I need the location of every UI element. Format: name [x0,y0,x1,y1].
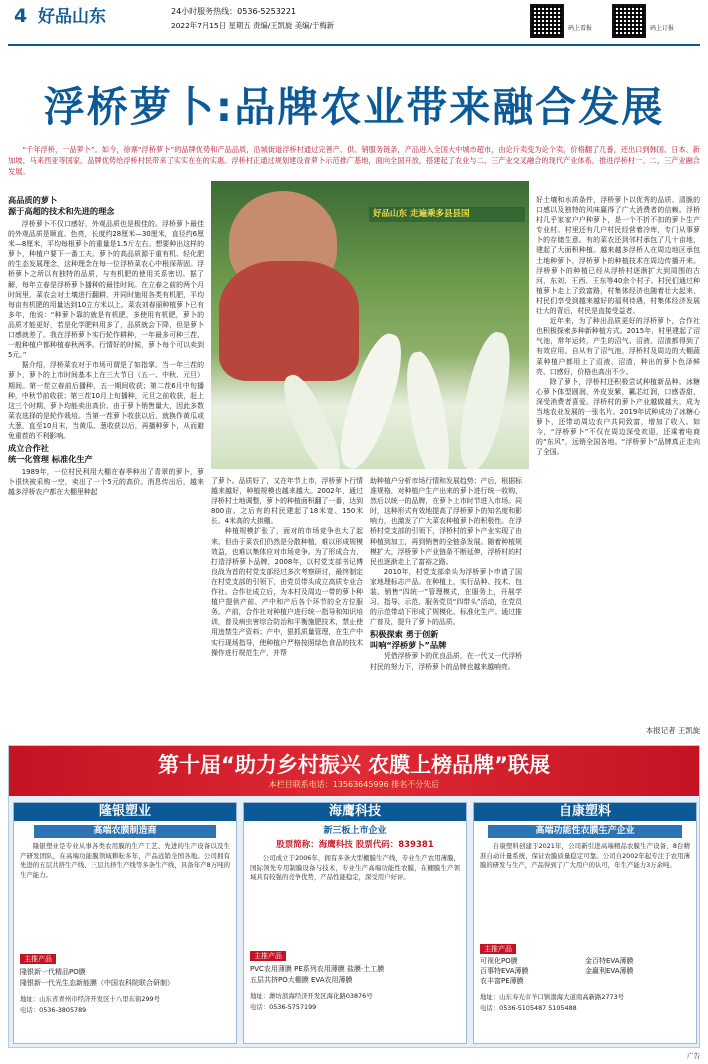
company-desc: 自康塑料创建于2021年，公司新引进高端精品农膜生产设备，8台精准自动计量系统，保证农膜质量稳定可靠。公司自2002年起专注于农用薄膜的研发与生产，产品得到了广大用户的认可，年生产能力3万余吨。 [480,842,690,870]
company-slogan: 新三板上市企业 [323,826,387,836]
company-desc: 公司成立于2006年，拥有多条大型棚膜生产线，专业生产农用薄膜，国际领先专用制膜设备与技术，专业生产高端功能性农膜，在棚膜生产领域具有较强的竞争优势，产品性能稳定，深受用户好评。 [250,854,460,882]
company-slogan: 高端功能性农膜生产企业 [488,825,682,838]
radish [275,369,349,469]
product-grid [480,956,690,986]
radish [400,349,456,469]
company-name: 海鹰科技 [244,803,466,821]
product-item: 五层共挤PO大棚膜 EVA农用薄膜 [250,976,353,984]
header-rule [8,44,700,46]
footer-label: 广告 [687,1052,700,1060]
subhead-2a: 成立合作社 [8,443,49,454]
paragraph: 好土壤和水质条件，浮桥萝卜以优秀的品质、清脆的口感以及独特的风味赢得了广大消费者的信赖。浮桥村几乎家家户户种萝卜，是一个不折不扣的萝卜生产专业村。村里还有几户村民经营着冷库，专门从事萝卜的存储生意。有的菜农还到邻村承包了几十亩地，建起了大面积种植。越来越多浮桥人在周边地区承包土地种萝卜，浮桥萝卜的种植技术在周边传播开来。浮桥萝卜的种植已经从浮桥村逐渐扩大到周围的古河、东刘、王西、王东等40余个村子。村民们通过种植萝卜走上了致富路，村集体经济也随着壮大起来，村民们享受到越来越好的福利待遇，村集体经济发展壮大的背后，村民是直接受益者。 [536,196,700,316]
col3-tail [370,651,522,671]
qr-code-icon[interactable] [530,4,564,38]
product-item: 农丰富PE薄膜 [480,977,524,985]
paragraph: 了萝卜。品质好了，又在年节上市，浮桥萝卜行情越来越好，种植规模也越来越大。2002年，通过浮桥村土地调整，萝卜的种植面积翻了一番，达到800亩。之后有的村民建起了18米宽、150米长、4米高的大拱棚。 [211,477,363,526]
subhead-2b: 统一化管理 标准化生产 [8,454,93,465]
paragraph: 1989年，一位村民利用大棚在春季种出了青翠的萝卜，萝卜很快被采购一空，卖出了一个5元的高价。消息传出后，越来越多浮桥农户都在大棚里种起 [8,468,204,497]
company-desc: 隆银塑业是专业从事各类农用膜的生产工艺、先进的生产设备以及生产研发团队，在高端功能膜领域耕耘多年，产品远销全国各地。公司拥有先进的五层共挤生产线、三层共挤生产线等多条生产线，具备年产8万吨的生产能力。 [20,842,230,879]
column-4 [536,195,700,741]
column-1 [8,195,204,741]
ad-banner-sub: 本栏目联系电话：13563645996 排名不分先后 [268,780,440,789]
company-card-haiying [243,802,467,1044]
company-slogan: 高端农膜制造商 [34,825,216,838]
farmer-shirt [219,261,359,381]
paragraph: 除了萝卜，浮桥村还积极尝试种植新品种。冰糖心萝卜体型圆润，外皮发紫，瓤芯红润，口感香甜，深受消费者喜爱。浮桥村的萝卜产业越做越大，成为当地农业发展的一张名片。2019年试种成功了冰糖心萝卜，还带动周边农户共同致富，增加了收入。如今，“浮桥萝卜”不仅在周边深受欢迎，还乘着电商的“东风”，远销全国各地。“浮桥萝卜”品牌真正走向了全国。 [536,377,700,457]
radish-photo [211,181,529,469]
products-label: 主推产品 [250,951,286,961]
subhead-3a: 积极探索 勇于创新 [370,629,439,640]
col4-body [536,195,700,717]
subhead-3b: 叫响“浮桥萝卜”品牌 [370,640,447,651]
ad-banner [9,746,699,796]
company-phone: 电话：0536-3805789 [20,1006,87,1014]
product-item: 金百特EVA薄膜 [585,957,634,965]
page-number: 4 [14,5,28,27]
ad-banner-title: 第十届“助力乡村振兴 农膜上榜品牌”联展 [158,753,550,777]
ad-section [8,745,700,1048]
company-address: 地址：潍坊滨海经济开发区海化路03876号 [250,992,373,1000]
col1-body-2 [8,467,204,497]
headline: 浮桥萝卜:品牌农业带来融合发展 [43,83,665,131]
company-phone: 电话：0536-5757199 [250,1003,317,1011]
photo-tag: 好品山东 走遍乘多县县国 [369,207,525,222]
company-name: 隆银塑业 [14,803,236,821]
subhead-1a: 高品质的萝卜 [8,195,58,205]
byline: 本报记者 王凯旋 [645,726,700,735]
subhead-1b: 源于高超的技术和先进的理念 [8,206,115,216]
product-item: 金赢利EVA薄膜 [585,967,634,975]
qr2-label: 码上订报 [650,25,675,32]
product-item: 可视化PO膜 [480,957,518,965]
product-item: 百事特EVA薄膜 [480,967,529,975]
paragraph: 2010年，村党支部牵头为浮桥萝卜申请了国家地理标志产品。在种植上，实行品种、技术、包装、销售“四统一”管理模式，在服务上，开展学习、指导、示范、服务党员“四带头”活动，在党员的示范带动下形成了规模化、标准化生产。通过推广普及，提升了萝卜的品质。 [370,567,522,627]
column-2 [211,476,363,741]
company-address: 地址：山东寿光市羊口镇渤海大道南高新路2773号 [480,993,625,1001]
dateline: 2022年7月15日 星期五 责编/王凯旋 美编/于梅新 [171,21,335,30]
company-card-longyin [13,802,237,1044]
lead-paragraph: “千年浮桥，一品萝卜”。如今，徐寨“浮桥萝卜”的品牌优势和产品品质，沿城街道浮桥村通过完善产、供、销服务链条，产品进入全国大中城市超市，由论斤卖变为论个卖，价格翻了几番，还出口到韩国、日本、新加坡、马来西亚等国家。品牌优势给浮桥村民带来了实实在在的实惠。浮桥村正通过规划建设青萝卜示范推广基地，面向全国开放，搭建起了农业与二、三产业交叉融合的现代产业体系，推进浮桥村一、二、三产业融合发展。 [8,145,700,176]
product-item: PVC农用薄膜 PE系列农用薄膜 盐膜·土工膜 [250,965,385,973]
qr-code-icon[interactable] [612,4,646,38]
paragraph: 助种植户分析市场行情和发展趋势；产后，根据标准规格，对种植户生产出来的萝卜进行统一收购，然后以统一的品牌，在萝卜上市时节进入市场。同时，这种形式有效地提高了浮桥萝卜的知名度和影响力，也激发了广大菜农种植萝卜的积极性。在浮桥村党支部的引领下，浮桥村的萝卜产业实现了由种植到加工，再到销售的全链条发展。随着种植规模扩大，浮桥萝卜产业链条不断延伸，浮桥村的村民也逐渐走上了富裕之路。 [370,477,522,566]
paragraph: 近年来，为了种出品质更好的浮桥萝卜，合作社也积极探索多种新种植方式。2015年，村里建起了沼气池，常年运转，产生的沼气、沼液、沼渣都得到了有效应用。自从有了沼气池，浮桥村及周边的大棚蔬菜种植户都用上了沼液、沼渣，种出的萝卜色泽鲜亮、口感好，价格也高出不少。 [536,317,700,376]
hotline: 24小时服务热线：0536-5253221 [171,7,297,16]
col3-body [370,476,522,627]
product-item: 隆银新一代光生态新能膜（中国农科院联合研制） [20,979,174,987]
company-address: 地址：山东省青州市经济开发区十八里东街299号 [20,995,161,1003]
paragraph: 种植规模扩张了，面对的市场竞争也大了起来。但由于菜农们仍然是分散种植，难以形成规模效益，也难以集体应对市场竞争。为了形成合力，打造浮桥萝卜品牌，2008年，以村党支部书记傅良战为首的村党支部经过多次考察研讨，最终制定在村党支部的引领下，由党员带头成立高质专业合作社。合作社成立后，为本村及周边一带的萝卜种植户提供产前、产中和产后各个环节的全方位服务。产前，合作社对种植户进行统一指导和知识培训，普及病虫害综合防治和平衡施肥技术，禁止使用违禁生产资料；产中，狠抓质量管理，在生产中实行现场指导，使种植户严格按照绿色食品的技术操作进行规范生产，并帮 [211,527,363,657]
col1-body-1 [8,219,204,441]
company-phone: 电话：0536-5105487 5105488 [480,1004,577,1012]
paragraph: 浮桥萝卜不仅口感好，外观品质也是极佳的。浮桥萝卜最佳的外观品质是顺直、色亮，长度约28厘米—30厘米，直径约6厘米—8厘米，平均每根萝卜的重量是1.5斤左右。想要种出这样的萝卜，种植户要下一番工夫。萝卜的高品质源于重有机、轻化肥的生态发展理念，这种理念在每一位浮桥菜农心中根深蒂固。浮桥萝卜之所以有独特的品质，与有机肥的使用关系密切。据了解，每年立春是浮桥萝卜播种的最佳时间。在立春之前的两个月时间里，菜农会对土壤进行翻耕，并同时施用各类有机肥，平均每亩有机肥的用量达到10立方米以上。菜农刘春丽种植萝卜已有多年，他说：“种萝卜靠的就是有机肥，多使用有机肥，萝卜的品质才能更好，若是化学肥料用多了，品质就会下降，但是萝卜口感就差了。我在浮桥萝卜实行轮作耕种，一年最多可种三茬，一般种植户都种植春秋两季。行情好的时候，萝卜每个可以卖到5元。” [8,220,204,360]
radish [452,329,518,469]
company-stock: 股票简称：海鹰科技 股票代码：839381 [276,840,434,850]
products-label: 主推产品 [480,944,516,954]
column-3 [370,476,522,741]
product-item: 隆银新一代精品PO膜 [20,968,86,976]
products-label: 主推产品 [20,954,56,964]
company-card-zikang [473,802,697,1044]
company-name: 自康塑料 [474,803,696,821]
qr1-label: 码上看报 [568,25,593,32]
paragraph: 凭借浮桥萝卜的优良品质，在一代又一代浮桥村民的努力下，浮桥萝卜的品牌也越来越响亮。 [370,652,522,671]
paragraph: 据介绍，浮桥菜农对于市场可谓是了如指掌。当一年三茬的萝卜，萝卜的上市时间基本上在三大节日（五一、中秋、元旦）期间。第一茬立春前后播种，五一期间收获；第二茬6月中旬播种，中秋节前收获；第三茬10月上旬播种，元旦之前收获，赶上这三个时期，萝卜均能卖出高价。由于萝卜销售量大，因此多数菜农选择的是轮作栽培。当第一茬萝卜收获以后，就换作黄瓜或大葱，直至10月末，当黄瓜、葱收获以后，再播种萝卜，从而避免重茬的不利影响。 [8,361,204,440]
section-name: 好品山东 [38,7,106,27]
